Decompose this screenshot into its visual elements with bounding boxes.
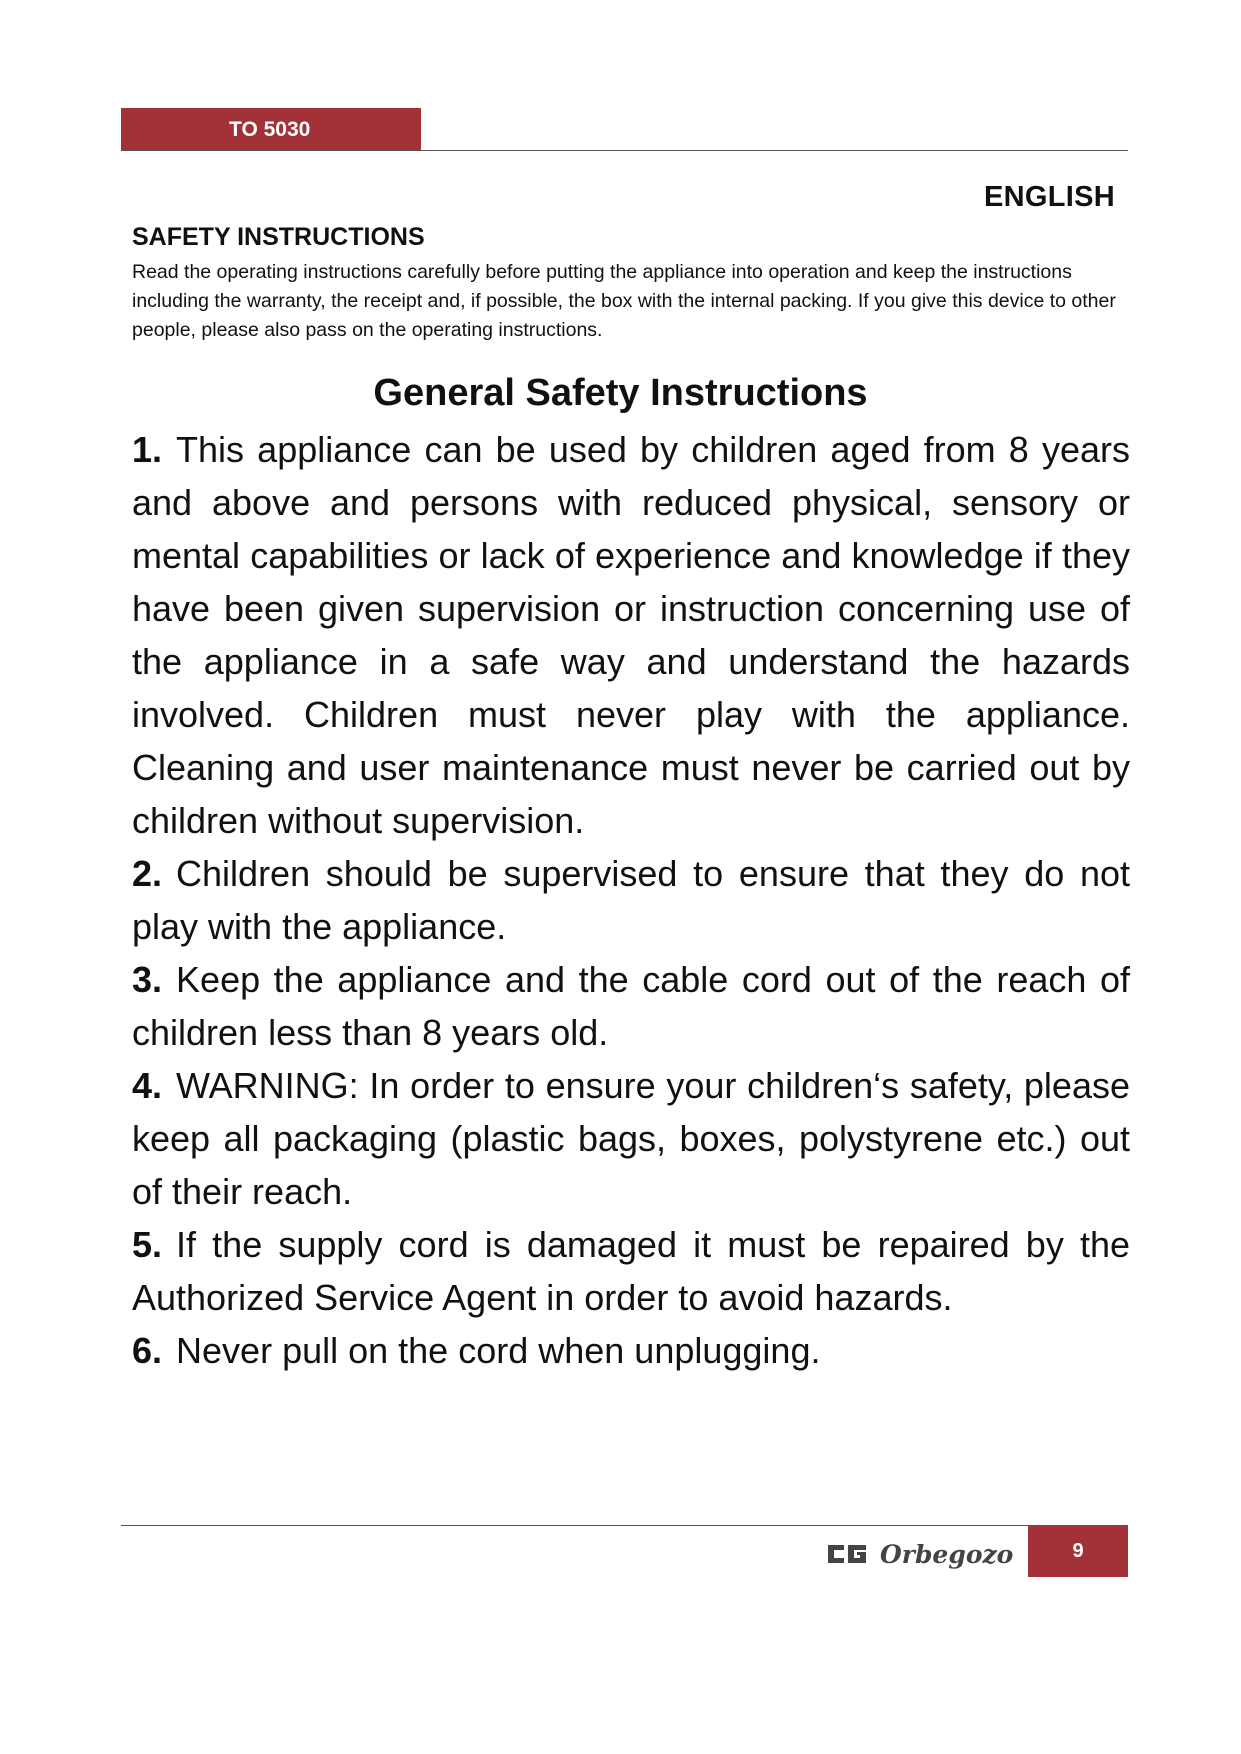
instruction-item	[132, 1059, 1130, 1218]
general-safety-title: General Safety Instructions	[373, 372, 868, 414]
instruction-text: If the supply cord is damaged it must be repaired by the Authorized Service Agent in order to avoid hazards.	[132, 1224, 1130, 1318]
instruction-item	[132, 953, 1130, 1059]
instruction-number: 1.	[132, 429, 163, 470]
footer-divider	[121, 1525, 1128, 1526]
instruction-item	[132, 1218, 1130, 1324]
header-divider	[121, 150, 1128, 151]
instruction-text: Keep the appliance and the cable cord out of the reach of children less than 8 years old.	[132, 959, 1130, 1053]
brand-logo	[826, 1534, 1013, 1574]
instruction-number: 6.	[132, 1330, 163, 1371]
instruction-number: 4.	[132, 1065, 163, 1106]
model-header-tab	[121, 108, 421, 150]
page-number-box	[1028, 1525, 1128, 1577]
language-label: ENGLISH	[984, 181, 1115, 213]
instruction-text: This appliance can be used by children aged from 8 years and above and persons with reduced physical, sensory or mental capabilities or lack of experience and knowledge if they have been given supervision or instruction concerning use of the appliance in a safe way and understand the hazards involved. Children must never play with the appliance. Cleaning and user maintenance must never be carried out by children without supervision.	[132, 429, 1130, 841]
instruction-list	[132, 423, 1130, 1377]
cg-logo-icon	[826, 1542, 868, 1566]
instruction-number: 2.	[132, 853, 163, 894]
safety-title: SAFETY INSTRUCTIONS	[132, 223, 425, 251]
instruction-text: WARNING: In order to ensure your children‘s safety, please keep all packaging (plastic bags, boxes, polystyrene etc.) out of their reach.	[132, 1065, 1130, 1212]
instruction-text: Never pull on the cord when unplugging.	[176, 1330, 821, 1371]
brand-name: Orbegozo	[880, 1539, 1014, 1569]
instruction-item	[132, 1324, 1130, 1377]
instruction-number: 5.	[132, 1224, 163, 1265]
instruction-item	[132, 423, 1130, 847]
instruction-item	[132, 847, 1130, 953]
instruction-text: Children should be supervised to ensure that they do not play with the appliance.	[132, 853, 1130, 947]
model-label: TO 5030	[229, 118, 311, 141]
page-number: 9	[1072, 1540, 1084, 1562]
safety-intro: Read the operating instructions carefully before putting the appliance into operation and keep the instructions including the warranty, the receipt and, if possible, the box with the internal packing. If you give this device to other people, please also pass on the operating instructions.	[132, 261, 1116, 341]
instruction-number: 3.	[132, 959, 163, 1000]
